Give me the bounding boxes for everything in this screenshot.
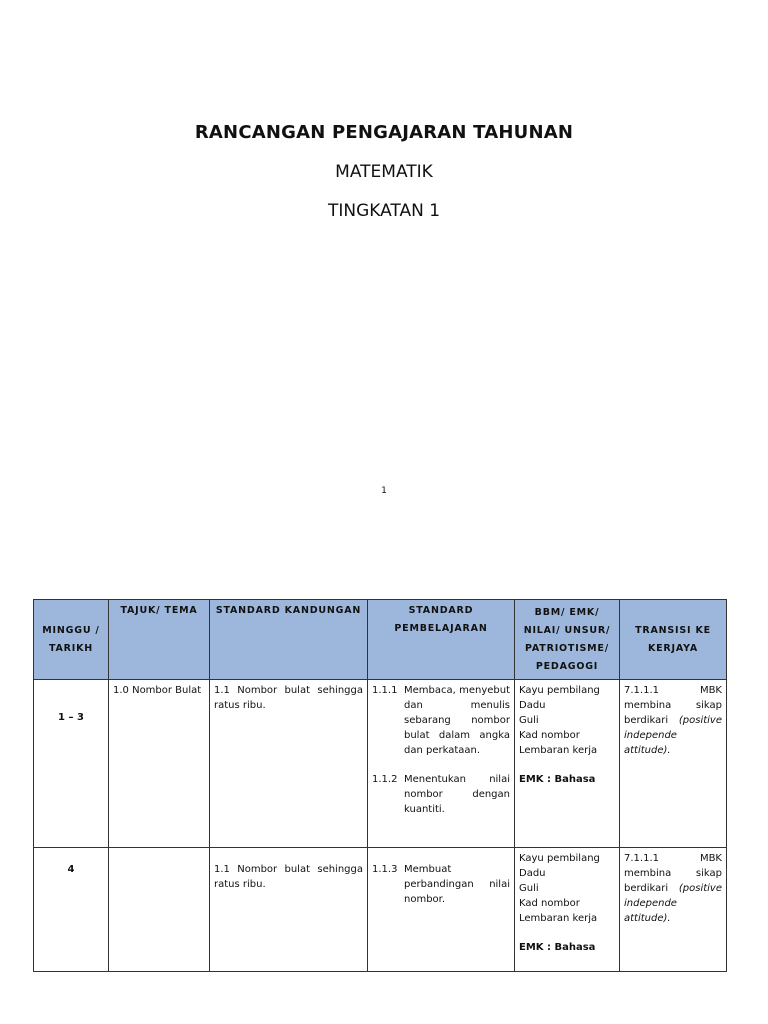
cell-standard-pembelajaran [368,848,515,972]
sp-text: Menentukan nilai nombor dengan kuantiti. [404,774,510,815]
sp-text: Membaca, menyebut dan menulis sebarang nombor bulat dalam angka dan perkataan. [404,685,510,756]
header-standard-kandungan: STANDARD KANDUNGAN [210,600,368,680]
doc-title: RANCANGAN PENGAJARAN TAHUNAN [194,122,574,143]
table-header-row [34,600,727,680]
cell-standard-kandungan: 1.1 Nombor bulat sehingga ratus ribu. [210,680,368,848]
cell-minggu: 1 – 3 [34,680,109,848]
bbm-item: Dadu [519,868,546,879]
cell-tajuk [109,848,210,972]
doc-subject: MATEMATIK [335,162,433,182]
header-tajuk: TAJUK/ TEMA [109,600,210,680]
bbm-item: Kad nombor [519,898,580,909]
header-standard-pembelajaran: STANDARD PEMBELAJARAN [368,600,515,680]
cell-transisi [620,680,727,848]
cell-minggu: 4 [34,848,109,972]
bbm-item: Lembaran kerja [519,913,598,924]
header-bbm: BBM/ EMK/ NILAI/ UNSUR/ PATRIOTISME/ PEDAGOGI [515,600,620,680]
bbm-item: Dadu [519,700,546,711]
sp-item [372,862,510,907]
bbm-item: Kayu pembilang [519,685,600,696]
sp-text: Membuat perbandingan nilai nombor. [404,864,510,905]
sp-number: 1.1.3 [372,864,398,875]
sp-item [372,772,510,817]
transisi-italic: (positive independe attitude). [624,883,722,924]
sp-number: 1.1.1 [372,685,398,696]
header-minggu: MINGGU / TARIKH [34,600,109,680]
table-row [34,680,727,848]
cell-tajuk: 1.0 Nombor Bulat [109,680,210,848]
cell-standard-kandungan: 1.1 Nombor bulat sehingga ratus ribu. [210,848,368,972]
cell-standard-pembelajaran [368,680,515,848]
sp-number: 1.1.2 [372,774,398,785]
transisi-text: 7.1.1.1 MBK membina sikap berdikari [624,685,722,726]
transisi-text: 7.1.1.1 MBK membina sikap berdikari [624,853,722,894]
cell-transisi [620,848,727,972]
bbm-item: Guli [519,715,539,726]
transisi-italic: (positive independe attitude). [624,715,722,756]
bbm-item: Kad nombor [519,730,580,741]
bbm-item: Kayu pembilang [519,853,600,864]
sp-item [372,683,510,758]
cell-bbm [515,680,620,848]
emk-label: EMK : Bahasa [519,942,596,953]
bbm-item: Lembaran kerja [519,745,598,756]
page-number: 1 [381,486,387,496]
cell-bbm [515,848,620,972]
table-row [34,848,727,972]
header-transisi: TRANSISI KE KERJAYA [620,600,727,680]
bbm-item: Guli [519,883,539,894]
doc-level: TINGKATAN 1 [327,201,441,221]
emk-label: EMK : Bahasa [519,774,596,785]
lesson-plan-table [33,599,727,972]
